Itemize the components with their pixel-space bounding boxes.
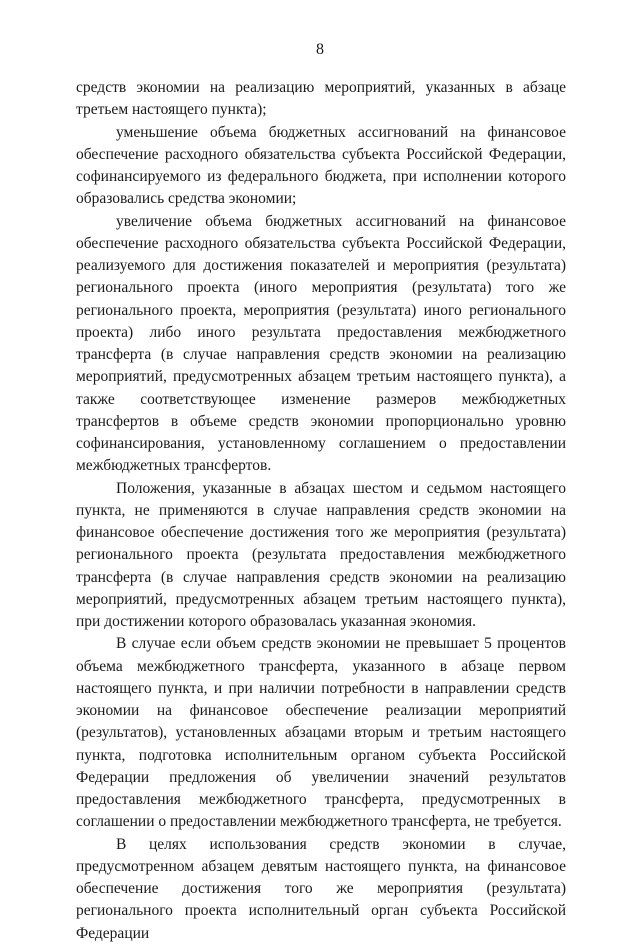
- paragraph-five-percent: В случае если объем средств экономии не превышает 5 процентов объема межбюджетного трансферта, указанного в абзаце первом настоящего пункта, и при наличии потребности в направлении средств экономии на финансовое обеспечение реализации мероприятий (результатов), установленных абзацами вторым и третьим настоящего пункта, подготовка исполнительным органом субъекта Российской Федерации предложения об увеличении значений результатов предоставления межбюджетного трансферта, предусмотренных в соглашении о предоставлении межбюджетного трансферта, не требуется.: [76, 635, 566, 831]
- paragraph-savings-use: В целях использования средств экономии в случае, предусмотренном абзацем девятым настоящего пункта, на финансовое обеспечение достижения того же мероприятия (результата) регионального проекта исполнительный орган субъекта Российской Федерации: [76, 835, 566, 942]
- paragraph-increase: увеличение объема бюджетных ассигнований на финансовое обеспечение расходного обязательства субъекта Российской Федерации, реализуемого для достижения показателей и мероприятия (результата) регионального проекта (иного мероприятия (результата) того же регионального проекта, мероприятия (результата) иного регионального проекта) либо иного результата предоставления межбюджетного трансферта (в случае направления средств экономии на реализацию мероприятий, предусмотренных абзацем третьим настоящего пункта), а также соответствующее изменение размеров межбюджетных трансфертов в объеме средств экономии пропорционально уровню софинансирования, установленному соглашением о предоставлении межбюджетных трансфертов.: [76, 212, 566, 475]
- paragraph-provisions: Положения, указанные в абзацах шестом и седьмом настоящего пункта, не применяются в случае направления средств экономии на финансовое обеспечение достижения того же мероприятия (результата) регионального проекта (результата предоставления межбюджетного трансферта (в случае направления средств экономии на реализацию мероприятий, предусмотренных абзацем третьим настоящего пункта), при достижении которого образовалась указанная экономия.: [76, 479, 566, 630]
- paragraph-reduction: уменьшение объема бюджетных ассигнований на финансовое обеспечение расходного обязательства субъекта Российской Федерации, софинансируемого из федерального бюджета, при исполнении которого образовались средства экономии;: [76, 123, 566, 208]
- page-number: 8: [316, 41, 324, 58]
- document-body: [76, 77, 566, 945]
- paragraph-continuation: средств экономии на реализацию мероприятий, указанных в абзаце третьем настоящего пункта);: [76, 79, 566, 119]
